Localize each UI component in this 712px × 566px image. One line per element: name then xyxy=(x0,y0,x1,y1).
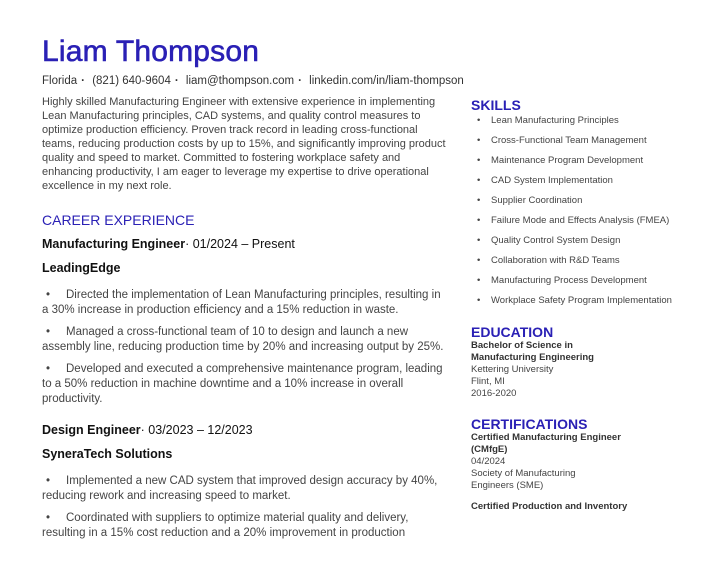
job-dates: 03/2023 – 12/2023 xyxy=(144,423,253,437)
skill-text: Lean Manufacturing Principles xyxy=(491,115,619,126)
bullet-icon: • xyxy=(46,512,51,524)
career-section xyxy=(42,212,446,541)
bullet-text: Coordinated with suppliers to optimize material quality and delivery, resulting in a 15% cost reduction and a 20% improvement in production xyxy=(42,512,409,539)
job-entry xyxy=(42,423,446,541)
skill-text: Manufacturing Process Development xyxy=(491,275,647,286)
school-location: Flint, MI xyxy=(471,376,505,387)
list-item xyxy=(42,474,446,504)
list-item xyxy=(42,511,446,541)
company-name: SyneraTech Solutions xyxy=(42,447,173,461)
education-heading: EDUCATION xyxy=(471,324,554,340)
job-bullets xyxy=(42,288,446,407)
contact-location: Florida xyxy=(42,75,78,87)
list-item xyxy=(42,288,446,318)
career-heading: CAREER EXPERIENCE xyxy=(42,212,195,228)
bullet-icon: • xyxy=(477,275,481,286)
skill-item xyxy=(475,195,703,207)
cert-name: Certified Manufacturing Engineer (CMfgE) xyxy=(471,432,621,455)
certification-item xyxy=(471,501,703,513)
job-title-line: Design Engineer· 03/2023 – 12/2023 xyxy=(42,423,253,437)
separator-dot: · xyxy=(298,75,302,87)
contact-phone: (821) 640-9604 xyxy=(92,75,171,87)
bullet-text: Developed and executed a comprehensive maintenance program, leading to a 50% reduction in machine downtime and a 10% increase in overall productivity. xyxy=(42,363,443,405)
skill-text: Failure Mode and Effects Analysis (FMEA) xyxy=(491,215,670,226)
bullet-icon: • xyxy=(477,115,481,126)
skill-text: Quality Control System Design xyxy=(491,235,621,246)
skill-text: Collaboration with R&D Teams xyxy=(491,255,620,266)
certification-item xyxy=(471,432,703,492)
skills-list xyxy=(475,115,703,307)
skill-item xyxy=(475,175,703,187)
skill-text: Supplier Coordination xyxy=(491,195,583,206)
bullet-text: Directed the implementation of Lean Manufacturing principles, resulting in a 30% increase in production efficiency and a 15% reduction in waste. xyxy=(42,289,441,316)
certifications-heading: CERTIFICATIONS xyxy=(471,416,588,432)
bullet-icon: • xyxy=(477,135,481,146)
skills-heading: SKILLS xyxy=(471,97,521,113)
job-title-line: Manufacturing Engineer· 01/2024 – Present xyxy=(42,237,295,251)
main-column xyxy=(42,34,464,548)
bullet-icon: • xyxy=(46,475,51,487)
degree: Bachelor of Science in Manufacturing Engineering xyxy=(471,340,594,363)
separator-dot: · xyxy=(174,75,179,87)
school: Kettering University xyxy=(471,364,554,375)
bullet-icon: • xyxy=(46,363,51,375)
job-title: Design Engineer xyxy=(42,423,141,437)
bullet-icon: • xyxy=(477,295,481,306)
contact-email[interactable]: liam@thompson.com xyxy=(185,75,295,87)
skill-text: CAD System Implementation xyxy=(491,175,613,186)
skill-text: Maintenance Program Development xyxy=(491,155,644,166)
cert-issuer: Society of Manufacturing Engineers (SME) xyxy=(471,468,576,491)
sidebar-column xyxy=(471,97,703,522)
skill-item xyxy=(475,135,703,147)
job-bullets xyxy=(42,474,446,541)
cert-date: 04/2024 xyxy=(471,456,506,467)
job-title: Manufacturing Engineer xyxy=(42,237,186,251)
list-item xyxy=(42,362,446,407)
bullet-icon: • xyxy=(46,326,51,338)
job-entry xyxy=(42,237,446,407)
education-section xyxy=(471,324,703,400)
bullet-icon: • xyxy=(46,289,51,301)
bullet-icon: • xyxy=(477,175,481,186)
skill-text: Cross-Functional Team Management xyxy=(491,135,647,146)
certifications-section xyxy=(471,416,703,513)
bullet-icon: • xyxy=(477,235,481,246)
contact-line xyxy=(42,75,464,87)
skill-item xyxy=(475,115,703,127)
bullet-text: Implemented a new CAD system that improved design accuracy by 40%, reducing rework and increasing speed to market. xyxy=(42,475,438,502)
education-years: 2016-2020 xyxy=(471,388,517,399)
skill-item xyxy=(475,155,703,167)
separator-dot: · xyxy=(81,75,85,87)
cert-name: Certified Production and Inventory xyxy=(471,501,628,512)
bullet-icon: • xyxy=(477,215,481,226)
skill-text: Workplace Safety Program Implementation xyxy=(491,295,672,306)
bullet-icon: • xyxy=(477,195,481,206)
summary: Highly skilled Manufacturing Engineer with extensive experience in implementing Lean Manufacturing principles, CAD systems, and quality control measures to optimize production efficiency. Proven track record in leading cross-functional teams, reducing production costs by up to 15%, and significantly improving product quality and speed to market. Committed to fostering workplace safety and enhancing productivity, I am eager to leverage my expertise to drive operational excellence in my next role. xyxy=(42,96,446,192)
bullet-icon: • xyxy=(477,255,481,266)
skill-item xyxy=(475,255,703,267)
list-item xyxy=(42,325,446,355)
company-name: LeadingEdge xyxy=(42,261,121,275)
skill-item xyxy=(475,295,703,307)
skill-item xyxy=(475,215,703,227)
contact-linkedin[interactable]: linkedin.com/in/liam-thompson xyxy=(309,75,464,87)
job-dates: 01/2024 – Present xyxy=(189,237,295,251)
bullet-text: Managed a cross-functional team of 10 to design and launch a new assembly line, reducing production time by 20% and increasing output by 25%. xyxy=(42,326,444,353)
bullet-icon: • xyxy=(477,155,481,166)
candidate-name: Liam Thompson xyxy=(42,35,260,68)
skill-item xyxy=(475,235,703,247)
skill-item xyxy=(475,275,703,287)
